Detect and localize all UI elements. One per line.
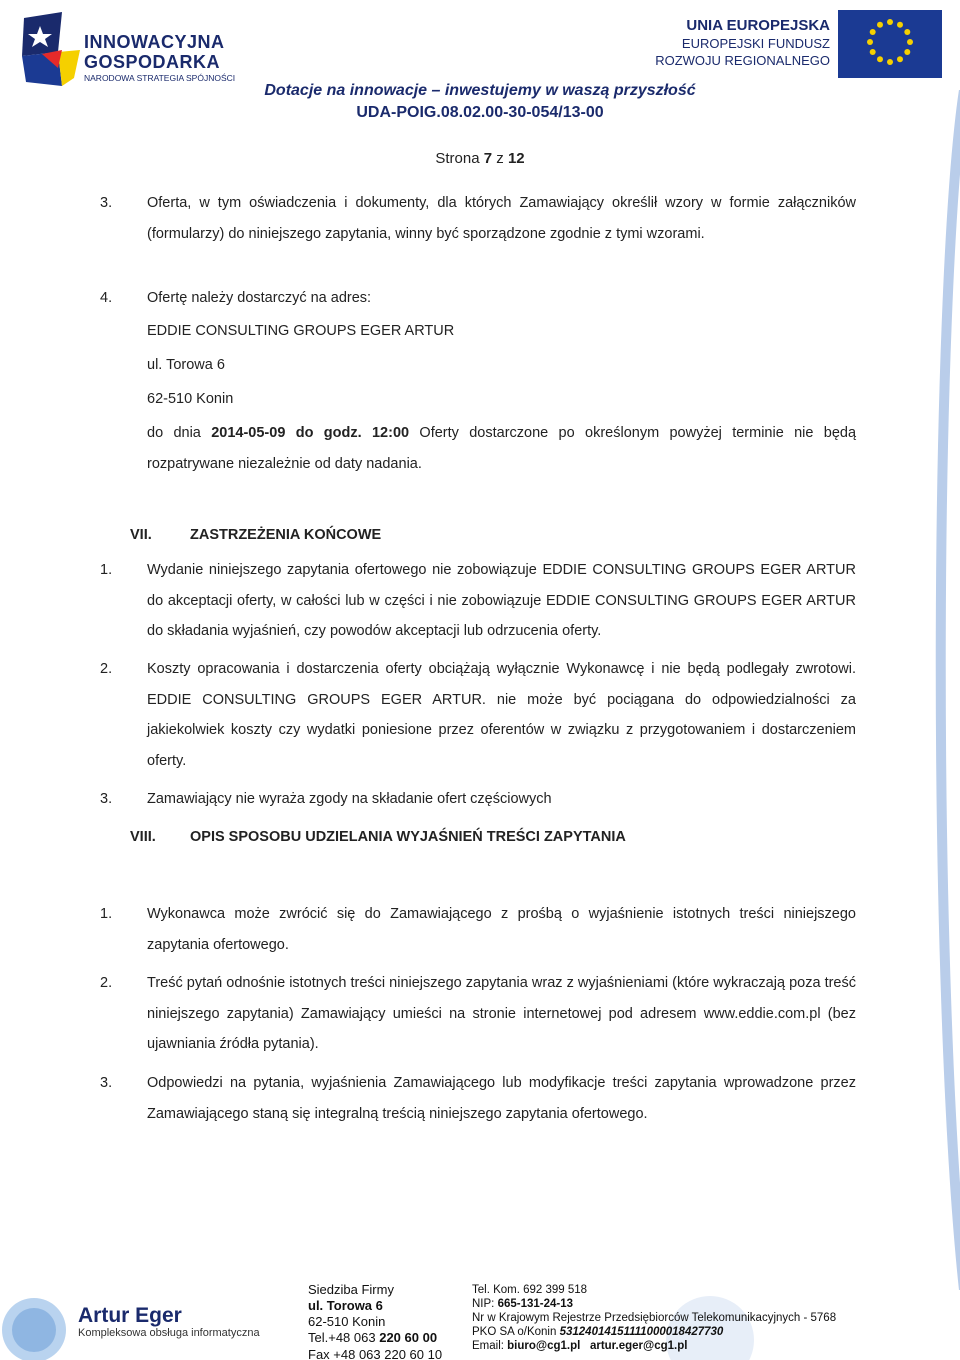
item-number: 2. (100, 975, 113, 991)
list-item (100, 283, 856, 314)
eu-flag-icon (838, 10, 942, 78)
list-item (100, 784, 856, 815)
item-text: Treść pytań odnośnie istotnych treści niniejszego zapytania wraz z wyjaśnieniami (które wykraczają poza treść niniejszego zapytania) Zamawiający umieści na stronie internetowej pod adresem www.eddie.com.pl (bez ujawniania źródła pytania). (147, 975, 856, 1052)
footer-email (472, 1340, 687, 1352)
footer-brand-name: Artur Eger (78, 1304, 182, 1327)
deadline-time: 12:00 (371, 425, 410, 441)
deadline-paragraph (147, 418, 856, 479)
item-text: Wykonawca może zwrócić się do Zamawiającego z prośbą o wyjaśnienie istotnych treści niniejszego zapytania ofertowego. (147, 906, 856, 953)
list-item (100, 654, 856, 776)
section-title: ZASTRZEŻENIA KOŃCOWE (190, 527, 382, 543)
slogan: Dotacje na innowacje – inwestujemy w waszą przyszłość (264, 82, 696, 99)
item-text: Zamawiający nie wyraża zgody na składanie ofert częściowych (147, 791, 552, 807)
footer-hq-label: Siedziba Firmy (308, 1282, 394, 1297)
item-text: Koszty opracowania i dostarczenia oferty obciążają wyłącznie Wykonawcę i nie będą podlegały zwrotowi. EDDIE CONSULTING GROUPS EGER ARTUR. nie może być pociągana do odpowiedzialności za jakiekolwiek koszty czy wydatki poniesione przez oferentów w związku z przygotowaniem i dostarczeniem oferty. (147, 661, 856, 769)
footer-fax: Fax +48 063 220 60 10 (308, 1347, 443, 1360)
decorative-arc (924, 90, 960, 1290)
footer-tel-prefix: Tel.+48 063 (308, 1330, 376, 1345)
item-number: 3. (100, 1075, 113, 1091)
list-item (100, 1068, 856, 1129)
deadline-mid: do godz. (295, 425, 362, 441)
section-roman: VIII. (130, 829, 156, 845)
footer-globe-icon (0, 1288, 72, 1360)
innowacyjna-gospodarka-logo (22, 12, 252, 92)
list-item (100, 968, 856, 1060)
address-line-street: ul. Torowa 6 (147, 357, 225, 373)
footer-email-label: Email: (472, 1340, 504, 1352)
footer-email2[interactable]: artur.eger@cg1.pl (589, 1340, 688, 1352)
item-text: Oferta, w tym oświadczenia i dokumenty, dla których Zamawiający określił wzory w formie załączników (formularzy) do niniejszego zapytania, winny być sporządzone zgodnie z tymi wzorami. (147, 195, 856, 242)
address-line-city: 62-510 Konin (147, 391, 234, 407)
header (0, 0, 960, 130)
item-number: 1. (100, 562, 113, 578)
item-number: 4. (100, 290, 113, 306)
project-code: UDA-POIG.08.02.00-30-054/13-00 (356, 104, 604, 121)
footer-nip-label: NIP: (472, 1298, 495, 1310)
section-heading-vii (130, 527, 382, 543)
eu-logo-text (650, 16, 830, 72)
list-item (100, 188, 856, 249)
logo-left-line3: NARODOWA STRATEGIA SPÓJNOŚCI (84, 73, 236, 83)
logo-left-line1: INNOWACYJNA (84, 32, 225, 52)
page-prefix: Strona (435, 150, 480, 167)
page-total: 12 (507, 150, 525, 167)
section-heading-viii (130, 829, 626, 845)
footer-bank-account: 53124014151111000018427730 (559, 1326, 724, 1338)
deadline-prefix: do dnia (147, 425, 201, 441)
section-title: OPIS SPOSOBU UDZIELANIA WYJAŚNIEŃ TREŚCI ZAPYTANIA (190, 829, 626, 845)
item-text: Odpowiedzi na pytania, wyjaśnienia Zamawiającego lub modyfikacje treści zapytania wprowadzone przez Zamawiającego staną się integralną treścią niniejszego zapytania ofertowego. (147, 1075, 856, 1122)
logo-right-line3: ROZWOJU REGIONALNEGO (655, 53, 830, 68)
list-item (100, 555, 856, 647)
footer-nip-value: 665-131-24-13 (497, 1298, 574, 1310)
logo-emblem-icon (22, 12, 80, 86)
footer-nip (472, 1298, 573, 1310)
page-indicator (0, 150, 960, 167)
page-current: 7 (483, 150, 493, 167)
page-sep: z (496, 150, 504, 167)
footer-mobile: Tel. Kom. 692 399 518 (472, 1284, 588, 1296)
logo-right-line1: UNIA EUROPEJSKA (686, 17, 830, 34)
footer-tel (308, 1330, 437, 1345)
item-number: 1. (100, 906, 113, 922)
footer-email1[interactable]: biuro@cg1.pl (507, 1340, 581, 1352)
logo-left-line2: GOSPODARKA (84, 52, 221, 72)
footer-tel-number: 220 60 00 (379, 1330, 438, 1345)
footer-hq-city: 62-510 Konin (308, 1314, 386, 1329)
footer-hq-street: ul. Torowa 6 (308, 1298, 383, 1313)
footer-bank-label: PKO SA o/Konin (472, 1326, 557, 1338)
footer-brand-tagline: Kompleksowa obsługa informatyczna (78, 1327, 260, 1339)
footer (0, 1270, 960, 1360)
deadline-date: 2014-05-09 (211, 425, 286, 441)
item-number: 3. (100, 195, 113, 211)
address-line-company: EDDIE CONSULTING GROUPS EGER ARTUR (147, 323, 455, 339)
logo-right-line2: EUROPEJSKI FUNDUSZ (681, 36, 830, 51)
section-roman: VII. (130, 527, 152, 543)
item-number: 2. (100, 661, 113, 677)
item-text: Ofertę należy dostarczyć na adres: (147, 290, 372, 306)
item-number: 3. (100, 791, 113, 807)
footer-bank (472, 1326, 723, 1338)
list-item (100, 899, 856, 960)
deadline-rest: Oferty dostarczone po określonym powyżej terminie nie będą rozpatrywane niezależnie od daty nadania. (147, 425, 857, 472)
footer-krs: Nr w Krajowym Rejestrze Przedsiębiorców Telekomunikacyjnych - 5768 (472, 1312, 837, 1324)
item-text: Wydanie niniejszego zapytania ofertowego nie zobowiązuje EDDIE CONSULTING GROUPS EGER ARTUR do akceptacji oferty, w całości lub w części i nie zobowiązuje EDDIE CONSULTING GROUPS EGER ARTUR do składania wyjaśnień, czy powodów akceptacji lub odrzucenia oferty. (147, 562, 856, 639)
